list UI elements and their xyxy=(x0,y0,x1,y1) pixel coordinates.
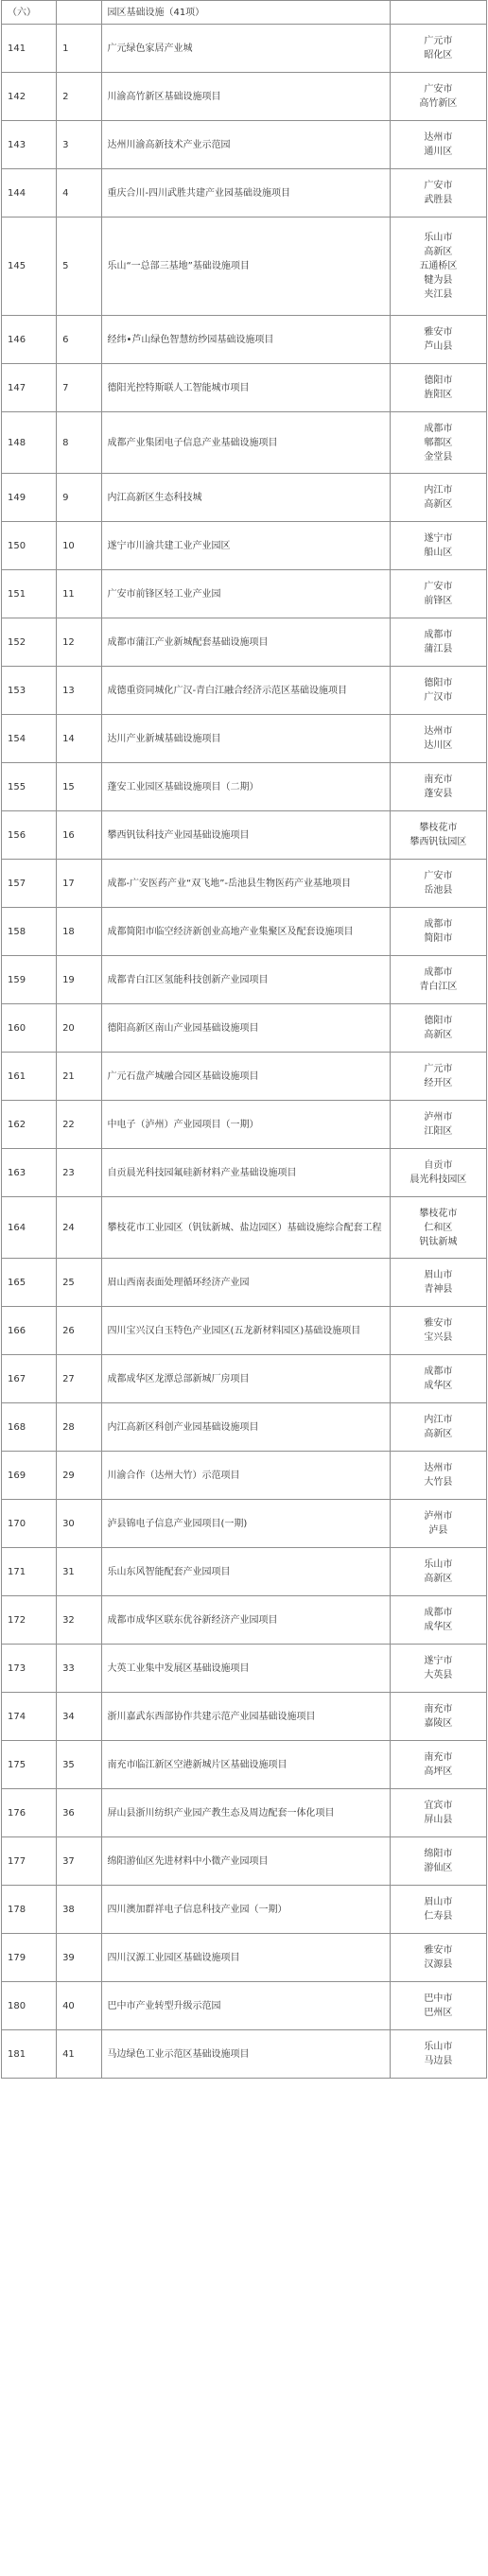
row-number: 165 xyxy=(2,1259,57,1307)
location-line: 昭化区 xyxy=(424,50,453,61)
location-line: 武胜县 xyxy=(424,195,453,205)
location-line: 内江市 xyxy=(424,1415,453,1425)
table-row xyxy=(2,1741,487,1789)
project-name: 蓬安工业园区基础设施项目（二期） xyxy=(102,763,390,811)
project-name: 成都简阳市临空经济新创业高地产业集聚区及配套设施项目 xyxy=(102,908,390,956)
row-sub-number: 19 xyxy=(57,956,102,1004)
location-line: 经开区 xyxy=(424,1078,453,1088)
project-table-body xyxy=(2,1,487,2079)
table-row xyxy=(2,25,487,73)
location-line: 高坪区 xyxy=(424,1767,453,1777)
location-line: 蓬安县 xyxy=(424,789,453,799)
location-line: 成都市 xyxy=(424,1366,453,1377)
row-number: 159 xyxy=(2,956,57,1004)
row-sub-number: 8 xyxy=(57,412,102,474)
row-sub-number: 18 xyxy=(57,908,102,956)
location-line: 广元市 xyxy=(424,1064,453,1074)
table-row xyxy=(2,763,487,811)
location-line: 高新区 xyxy=(424,1429,453,1439)
row-sub-number: 31 xyxy=(57,1548,102,1596)
location-line: 达州市 xyxy=(424,726,453,737)
project-location xyxy=(390,169,486,218)
section-title: 园区基础设施（41项） xyxy=(102,1,390,25)
location-line: 晨光科技园区 xyxy=(410,1175,467,1185)
table-row xyxy=(2,1982,487,2030)
project-location xyxy=(390,1259,486,1307)
row-sub-number: 7 xyxy=(57,364,102,412)
location-line: 高新区 xyxy=(424,1574,453,1584)
table-row xyxy=(2,1053,487,1101)
table-row xyxy=(2,2030,487,2079)
project-location xyxy=(390,1197,486,1259)
row-sub-number: 27 xyxy=(57,1355,102,1403)
section-empty-cell xyxy=(57,1,102,25)
row-number: 168 xyxy=(2,1403,57,1452)
project-location xyxy=(390,73,486,121)
row-sub-number: 12 xyxy=(57,618,102,667)
project-location xyxy=(390,570,486,618)
location-line: 芦山县 xyxy=(424,341,453,352)
location-line: 泸州市 xyxy=(424,1112,453,1123)
location-line: 郫都区 xyxy=(424,437,453,448)
location-line: 广汉市 xyxy=(424,692,453,703)
row-number: 178 xyxy=(2,1886,57,1934)
location-line: 绵阳市 xyxy=(424,1849,453,1859)
project-location xyxy=(390,1403,486,1452)
project-name: 成德重资同城化广汉-青白江融合经济示范区基础设施项目 xyxy=(102,667,390,715)
table-row xyxy=(2,667,487,715)
row-number: 143 xyxy=(2,121,57,169)
table-row xyxy=(2,316,487,364)
row-sub-number: 6 xyxy=(57,316,102,364)
section-header-row xyxy=(2,1,487,25)
table-row xyxy=(2,1355,487,1403)
location-line: 德阳市 xyxy=(424,678,453,688)
project-name: 南充市临江新区空港新城片区基础设施项目 xyxy=(102,1741,390,1789)
table-row xyxy=(2,73,487,121)
table-row xyxy=(2,1403,487,1452)
location-line: 仁寿县 xyxy=(424,1911,453,1922)
project-location xyxy=(390,956,486,1004)
row-sub-number: 17 xyxy=(57,860,102,908)
table-row xyxy=(2,1101,487,1149)
project-name: 德阳光控特斯联人工智能城市项目 xyxy=(102,364,390,412)
location-line: 高新区 xyxy=(424,247,453,257)
project-name: 内江高新区科创产业园基础设施项目 xyxy=(102,1403,390,1452)
location-line: 成华区 xyxy=(424,1622,453,1632)
location-line: 屏山县 xyxy=(424,1815,453,1825)
location-line: 广安市 xyxy=(424,871,453,881)
row-number: 179 xyxy=(2,1934,57,1982)
table-row xyxy=(2,474,487,522)
project-name: 成都成华区龙潭总部新城厂房项目 xyxy=(102,1355,390,1403)
row-sub-number: 9 xyxy=(57,474,102,522)
table-row xyxy=(2,1886,487,1934)
project-name: 德阳高新区南山产业园基础设施项目 xyxy=(102,1004,390,1053)
table-row xyxy=(2,715,487,763)
location-line: 成都市 xyxy=(424,630,453,640)
row-sub-number: 11 xyxy=(57,570,102,618)
project-table xyxy=(1,0,487,2079)
section-number: （六） xyxy=(2,1,57,25)
row-sub-number: 21 xyxy=(57,1053,102,1101)
row-number: 145 xyxy=(2,218,57,316)
project-name: 泸县锦电子信息产业园项目(一期) xyxy=(102,1500,390,1548)
location-line: 青神县 xyxy=(424,1284,453,1295)
row-number: 157 xyxy=(2,860,57,908)
row-number: 176 xyxy=(2,1789,57,1837)
project-name: 乐山“一总部三基地”基础设施项目 xyxy=(102,218,390,316)
project-location xyxy=(390,618,486,667)
location-line: 攀枝花市 xyxy=(419,823,458,833)
location-line: 钒钛新城 xyxy=(419,1236,458,1247)
project-name: 内江高新区生态科技城 xyxy=(102,474,390,522)
row-number: 171 xyxy=(2,1548,57,1596)
row-number: 152 xyxy=(2,618,57,667)
row-sub-number: 16 xyxy=(57,811,102,860)
project-name: 屏山县浙川纺织产业园产教生态及周边配套一体化项目 xyxy=(102,1789,390,1837)
project-location xyxy=(390,1596,486,1645)
location-line: 雅安市 xyxy=(424,327,453,338)
location-line: 高新区 xyxy=(424,1030,453,1040)
row-sub-number: 1 xyxy=(57,25,102,73)
location-line: 巴中市 xyxy=(424,1993,453,2004)
row-sub-number: 36 xyxy=(57,1789,102,1837)
row-sub-number: 24 xyxy=(57,1197,102,1259)
row-sub-number: 35 xyxy=(57,1741,102,1789)
location-line: 南充市 xyxy=(424,1704,453,1714)
row-number: 146 xyxy=(2,316,57,364)
row-sub-number: 38 xyxy=(57,1886,102,1934)
project-name: 川渝合作（达州大竹）示范项目 xyxy=(102,1452,390,1500)
location-line: 江阳区 xyxy=(424,1126,453,1137)
location-line: 成华区 xyxy=(424,1381,453,1391)
table-row xyxy=(2,121,487,169)
project-location xyxy=(390,667,486,715)
table-row xyxy=(2,169,487,218)
location-line: 遂宁市 xyxy=(424,1656,453,1666)
table-row xyxy=(2,1452,487,1500)
table-row xyxy=(2,1789,487,1837)
project-name: 眉山西南表面处理循环经济产业园 xyxy=(102,1259,390,1307)
project-name: 达川产业新城基础设施项目 xyxy=(102,715,390,763)
project-location xyxy=(390,25,486,73)
project-location xyxy=(390,412,486,474)
row-sub-number: 30 xyxy=(57,1500,102,1548)
location-line: 青白江区 xyxy=(419,982,458,992)
project-location xyxy=(390,1004,486,1053)
location-line: 汉源县 xyxy=(424,1959,453,1970)
location-line: 泸县 xyxy=(428,1525,448,1536)
project-location xyxy=(390,1886,486,1934)
location-line: 德阳市 xyxy=(424,375,453,386)
location-line: 蒲江县 xyxy=(424,644,453,654)
row-sub-number: 26 xyxy=(57,1307,102,1355)
row-sub-number: 32 xyxy=(57,1596,102,1645)
row-sub-number: 4 xyxy=(57,169,102,218)
location-line: 简阳市 xyxy=(424,933,453,944)
project-name: 攀西钒钛科技产业园基础设施项目 xyxy=(102,811,390,860)
row-number: 147 xyxy=(2,364,57,412)
location-line: 金堂县 xyxy=(424,451,453,462)
row-sub-number: 39 xyxy=(57,1934,102,1982)
location-line: 犍为县 xyxy=(424,275,453,286)
location-line: 眉山市 xyxy=(424,1897,453,1907)
project-name: 浙川嘉武东西部协作共建示范产业园基础设施项目 xyxy=(102,1693,390,1741)
table-row xyxy=(2,618,487,667)
location-line: 达州市 xyxy=(424,1463,453,1473)
project-location xyxy=(390,1500,486,1548)
location-line: 游仙区 xyxy=(424,1863,453,1873)
location-line: 攀西钒钛园区 xyxy=(410,837,467,847)
project-name: 成都产业集团电子信息产业基础设施项目 xyxy=(102,412,390,474)
project-location xyxy=(390,763,486,811)
project-location xyxy=(390,1548,486,1596)
location-line: 成都市 xyxy=(424,1608,453,1618)
row-number: 158 xyxy=(2,908,57,956)
location-line: 眉山市 xyxy=(424,1270,453,1280)
row-number: 175 xyxy=(2,1741,57,1789)
location-line: 雅安市 xyxy=(424,1318,453,1329)
section-location-cell xyxy=(390,1,486,25)
table-row xyxy=(2,1307,487,1355)
row-sub-number: 34 xyxy=(57,1693,102,1741)
table-row xyxy=(2,1837,487,1886)
row-sub-number: 28 xyxy=(57,1403,102,1452)
location-line: 遂宁市 xyxy=(424,533,453,544)
row-number: 155 xyxy=(2,763,57,811)
project-name: 巴中市产业转型升级示范园 xyxy=(102,1982,390,2030)
row-number: 166 xyxy=(2,1307,57,1355)
row-number: 174 xyxy=(2,1693,57,1741)
project-name: 自贡晨光科技园氟硅新材料产业基础设施项目 xyxy=(102,1149,390,1197)
project-name: 经纬•芦山绿色智慧纺纱园基础设施项目 xyxy=(102,316,390,364)
table-row xyxy=(2,1500,487,1548)
table-row xyxy=(2,1596,487,1645)
location-line: 广安市 xyxy=(424,582,453,592)
table-row xyxy=(2,860,487,908)
location-line: 马边县 xyxy=(424,2056,453,2066)
table-row xyxy=(2,412,487,474)
table-row xyxy=(2,908,487,956)
location-line: 成都市 xyxy=(424,967,453,978)
location-line: 大英县 xyxy=(424,1670,453,1680)
row-number: 163 xyxy=(2,1149,57,1197)
row-sub-number: 25 xyxy=(57,1259,102,1307)
location-line: 岳池县 xyxy=(424,885,453,896)
location-line: 船山区 xyxy=(424,548,453,558)
table-row xyxy=(2,1693,487,1741)
project-location xyxy=(390,715,486,763)
location-line: 巴州区 xyxy=(424,2008,453,2018)
location-line: 广安市 xyxy=(424,181,453,191)
project-location xyxy=(390,1693,486,1741)
project-location xyxy=(390,474,486,522)
project-location xyxy=(390,1307,486,1355)
row-number: 167 xyxy=(2,1355,57,1403)
project-name: 四川宝兴汉白玉特色产业园区(五龙新材料园区)基础设施项目 xyxy=(102,1307,390,1355)
project-location xyxy=(390,2030,486,2079)
location-line: 成都市 xyxy=(424,919,453,930)
row-sub-number: 20 xyxy=(57,1004,102,1053)
row-sub-number: 13 xyxy=(57,667,102,715)
project-name: 成都-广安医药产业“双飞地”-岳池县生物医药产业基地项目 xyxy=(102,860,390,908)
table-row xyxy=(2,570,487,618)
row-sub-number: 5 xyxy=(57,218,102,316)
project-name: 四川汉源工业园区基础设施项目 xyxy=(102,1934,390,1982)
location-line: 雅安市 xyxy=(424,1945,453,1956)
project-name: 乐山东风智能配套产业园项目 xyxy=(102,1548,390,1596)
location-line: 自贡市 xyxy=(424,1160,453,1171)
project-location xyxy=(390,1053,486,1101)
location-line: 乐山市 xyxy=(424,1559,453,1570)
row-sub-number: 22 xyxy=(57,1101,102,1149)
project-location xyxy=(390,1645,486,1693)
project-name: 成都市蒲江产业新城配套基础设施项目 xyxy=(102,618,390,667)
location-line: 泸州市 xyxy=(424,1511,453,1522)
location-line: 达州市 xyxy=(424,132,453,143)
project-location xyxy=(390,364,486,412)
project-location xyxy=(390,218,486,316)
row-number: 180 xyxy=(2,1982,57,2030)
row-number: 161 xyxy=(2,1053,57,1101)
location-line: 广元市 xyxy=(424,36,453,46)
project-name: 广安市前锋区轻工业产业园 xyxy=(102,570,390,618)
project-location xyxy=(390,121,486,169)
project-name: 马边绿色工业示范区基础设施项目 xyxy=(102,2030,390,2079)
row-sub-number: 40 xyxy=(57,1982,102,2030)
location-line: 前锋区 xyxy=(424,596,453,606)
project-location xyxy=(390,908,486,956)
row-sub-number: 37 xyxy=(57,1837,102,1886)
table-row xyxy=(2,1645,487,1693)
row-number: 169 xyxy=(2,1452,57,1500)
row-number: 150 xyxy=(2,522,57,570)
row-number: 177 xyxy=(2,1837,57,1886)
project-name: 中电子（泸州）产业园项目（一期） xyxy=(102,1101,390,1149)
table-row xyxy=(2,956,487,1004)
row-number: 156 xyxy=(2,811,57,860)
row-number: 154 xyxy=(2,715,57,763)
project-location xyxy=(390,1789,486,1837)
row-number: 148 xyxy=(2,412,57,474)
row-number: 164 xyxy=(2,1197,57,1259)
location-line: 夹江县 xyxy=(424,289,453,300)
location-line: 广安市 xyxy=(424,84,453,95)
project-name: 川渝高竹新区基础设施项目 xyxy=(102,73,390,121)
project-location xyxy=(390,522,486,570)
location-line: 南充市 xyxy=(424,775,453,785)
row-sub-number: 29 xyxy=(57,1452,102,1500)
row-sub-number: 23 xyxy=(57,1149,102,1197)
table-row xyxy=(2,1934,487,1982)
location-line: 仁和区 xyxy=(424,1222,453,1233)
location-line: 旌阳区 xyxy=(424,390,453,400)
row-number: 170 xyxy=(2,1500,57,1548)
row-number: 181 xyxy=(2,2030,57,2079)
project-location xyxy=(390,811,486,860)
row-number: 149 xyxy=(2,474,57,522)
row-number: 173 xyxy=(2,1645,57,1693)
location-line: 内江市 xyxy=(424,485,453,496)
project-name: 攀枝花市工业园区（钒钛新城、盐边园区）基础设施综合配套工程 xyxy=(102,1197,390,1259)
project-location xyxy=(390,1101,486,1149)
project-name: 重庆合川-四川武胜共建产业园基础设施项目 xyxy=(102,169,390,218)
table-row xyxy=(2,1259,487,1307)
row-number: 151 xyxy=(2,570,57,618)
row-sub-number: 33 xyxy=(57,1645,102,1693)
project-name: 成都市成华区联东优谷新经济产业园项目 xyxy=(102,1596,390,1645)
row-sub-number: 15 xyxy=(57,763,102,811)
row-sub-number: 10 xyxy=(57,522,102,570)
location-line: 成都市 xyxy=(424,423,453,434)
location-line: 德阳市 xyxy=(424,1016,453,1026)
location-line: 乐山市 xyxy=(424,2042,453,2052)
location-line: 攀枝花市 xyxy=(419,1208,458,1219)
row-number: 160 xyxy=(2,1004,57,1053)
location-line: 通川区 xyxy=(424,147,453,157)
location-line: 五通桥区 xyxy=(419,261,458,271)
location-line: 高新区 xyxy=(424,499,453,510)
table-row xyxy=(2,811,487,860)
project-name: 大英工业集中发展区基础设施项目 xyxy=(102,1645,390,1693)
location-line: 乐山市 xyxy=(424,233,453,243)
table-row xyxy=(2,1004,487,1053)
project-name: 成都青白江区氢能科技创新产业园项目 xyxy=(102,956,390,1004)
row-number: 144 xyxy=(2,169,57,218)
project-name: 广元石盘产城融合园区基础设施项目 xyxy=(102,1053,390,1101)
table-row xyxy=(2,218,487,316)
project-location xyxy=(390,1837,486,1886)
project-location xyxy=(390,1149,486,1197)
project-location xyxy=(390,1934,486,1982)
row-number: 153 xyxy=(2,667,57,715)
project-location xyxy=(390,1741,486,1789)
location-line: 宝兴县 xyxy=(424,1332,453,1343)
row-sub-number: 14 xyxy=(57,715,102,763)
project-name: 绵阳游仙区先进材料中小微产业园项目 xyxy=(102,1837,390,1886)
row-number: 142 xyxy=(2,73,57,121)
project-location xyxy=(390,316,486,364)
location-line: 大竹县 xyxy=(424,1477,453,1488)
project-name: 遂宁市川渝共建工业产业园区 xyxy=(102,522,390,570)
table-row xyxy=(2,522,487,570)
project-location xyxy=(390,860,486,908)
row-sub-number: 3 xyxy=(57,121,102,169)
row-number: 172 xyxy=(2,1596,57,1645)
project-name: 广元绿色家居产业城 xyxy=(102,25,390,73)
location-line: 南充市 xyxy=(424,1752,453,1763)
project-name: 达州川渝高新技术产业示范园 xyxy=(102,121,390,169)
location-line: 宜宾市 xyxy=(424,1801,453,1811)
project-location xyxy=(390,1452,486,1500)
location-line: 嘉陵区 xyxy=(424,1718,453,1729)
table-row xyxy=(2,364,487,412)
project-location xyxy=(390,1982,486,2030)
project-location xyxy=(390,1355,486,1403)
row-number: 162 xyxy=(2,1101,57,1149)
row-number: 141 xyxy=(2,25,57,73)
location-line: 高竹新区 xyxy=(419,98,458,109)
project-name: 四川澳加群祥电子信息科技产业园（一期） xyxy=(102,1886,390,1934)
table-row xyxy=(2,1149,487,1197)
row-sub-number: 2 xyxy=(57,73,102,121)
table-row xyxy=(2,1548,487,1596)
table-row xyxy=(2,1197,487,1259)
row-sub-number: 41 xyxy=(57,2030,102,2079)
location-line: 达川区 xyxy=(424,740,453,751)
